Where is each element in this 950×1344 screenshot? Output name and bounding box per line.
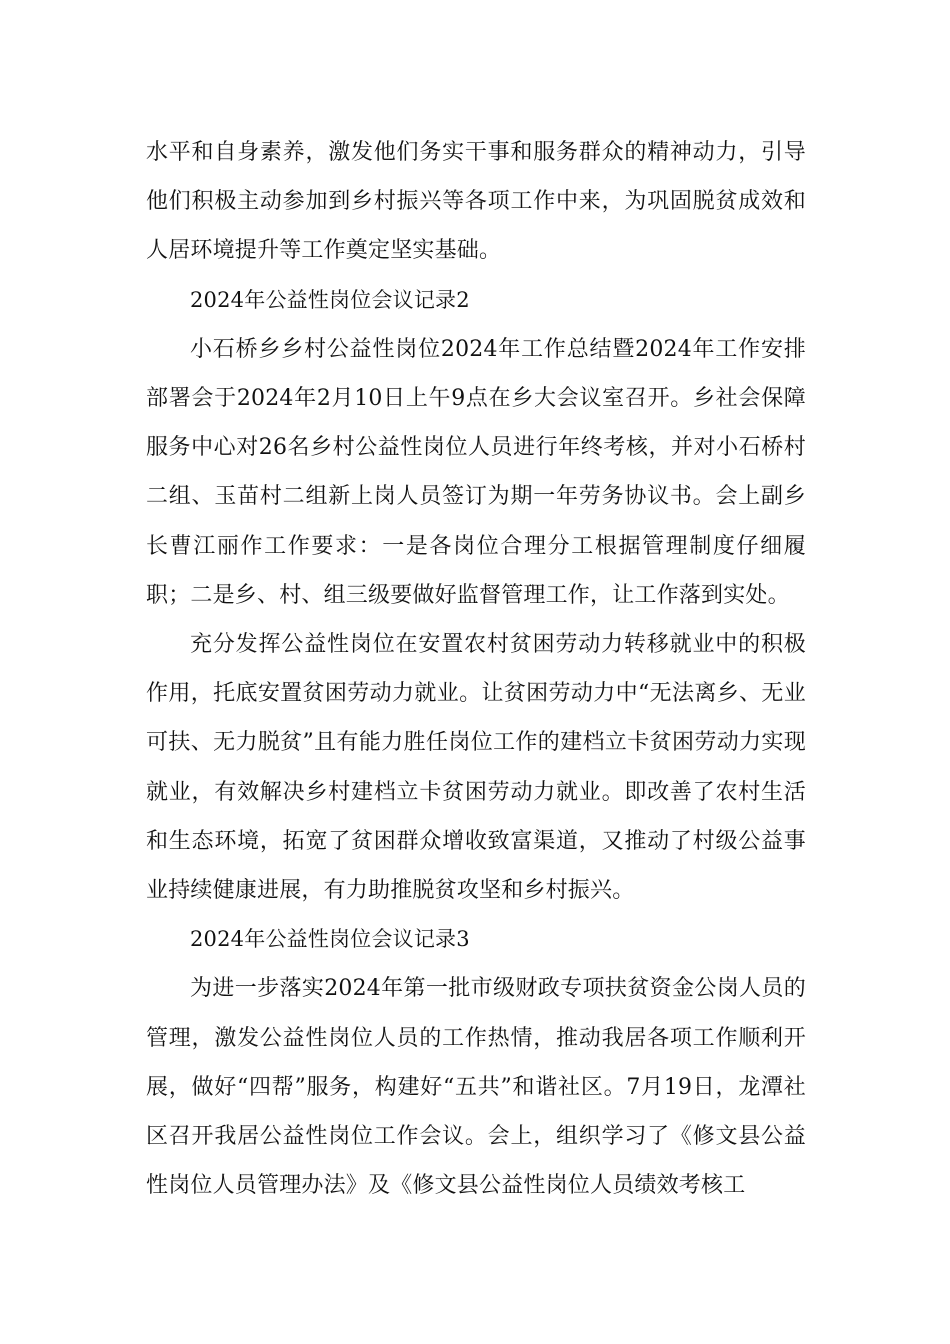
paragraph-employment-role: 充分发挥公益性岗位在安置农村贫困劳动力转移就业中的积极作用，托底安置贫困劳动力就业。让贫困劳动力中“无法离乡、无业可扶、无力脱贫”且有能力胜任岗位工作的建档立卡贫困劳动力实现就业，有效解决乡村建档立卡贫困劳动力就业。即改善了农村生活和生态环境，拓宽了贫困群众增收致富渠道，又推动了村级公益事业持续健康进展，有力助推脱贫攻坚和乡村振兴。 — [146, 632, 806, 904]
document-body — [146, 128, 806, 1210]
paragraph-meeting-summary: 小石桥乡乡村公益性岗位2024年工作总结暨2024年工作安排部署会于2024年2月10日上午9点在乡大会议室召开。乡社会保障服务中心对26名乡村公益性岗位人员进行年终考核，并对小石桥村二组、玉苗村二组新上岗人员签订为期一年劳务协议书。会上副乡长曹江丽作工作要求：一是各岗位合理分工根据管理制度仔细履职；二是乡、村、组三级要做好监督管理工作，让工作落到实处。 — [146, 336, 806, 608]
section-heading-record-3: 2024年公益性岗位会议记录3 — [190, 927, 470, 952]
section-heading-record-2: 2024年公益性岗位会议记录2 — [190, 287, 470, 312]
paragraph-continuation: 水平和自身素养，激发他们务实干事和服务群众的精神动力，引导他们积极主动参加到乡村振兴等各项工作中来，为巩固脱贫成效和人居环境提升等工作奠定坚实基础。 — [146, 140, 806, 264]
paragraph-community-meeting: 为进一步落实2024年第一批市级财政专项扶贫资金公岗人员的管理，激发公益性岗位人员的工作热情，推动我居各项工作顺利开展，做好“四帮”服务，构建好“五共”和谐社区。7月19日，龙潭社区召开我居公益性岗位工作会议。会上，组织学习了《修文县公益性岗位人员管理办法》及《修文县公益性岗位人员绩效考核工 — [146, 976, 806, 1199]
